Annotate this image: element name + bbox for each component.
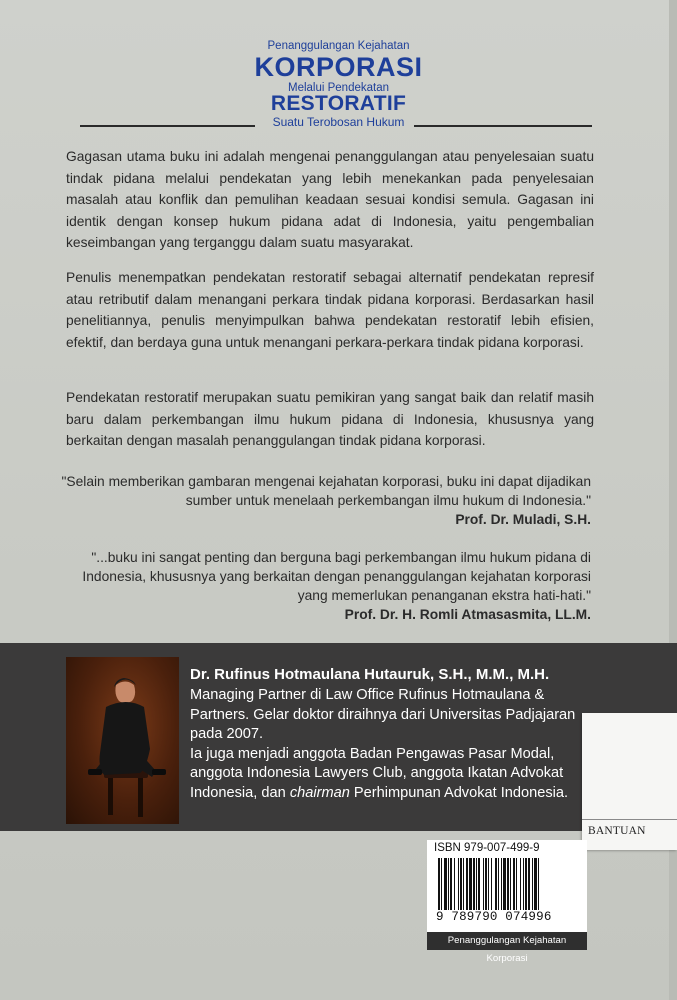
barcode-bar — [441, 858, 442, 910]
library-sticker — [582, 713, 677, 850]
quote-2-text: "...buku ini sangat penting dan berguna bagi perkembangan ilmu hukum pidana di Indonesia, khususnya yang berkaitan dengan penanggulangan kejahatan korporasi yang memerlukan penanganan ekstra hati-hati." — [82, 550, 591, 603]
quote-1 — [61, 472, 591, 529]
header-rule-left — [80, 125, 255, 127]
paragraph-3: Pendekatan restoratif merupakan suatu pemikiran yang sangat baik dan relatif masih baru dalam perkembangan ilmu hukum pidana di Indonesia, khususnya yang berkaitan dengan masalah penanggulangan tindak pidana korporasi. — [66, 390, 594, 449]
header-rule-right — [414, 125, 592, 127]
title-restoratif: RESTORATIF — [270, 92, 407, 115]
barcode-bar — [476, 858, 477, 910]
barcode-bar — [450, 858, 452, 910]
quote-2 — [61, 548, 591, 624]
quote-2-author: Prof. Dr. H. Romli Atmasasmita, LL.M. — [344, 607, 591, 622]
barcode-bar — [488, 858, 489, 910]
barcode-bar — [466, 858, 468, 910]
barcode-bar — [495, 858, 497, 910]
barcode-bar — [498, 858, 499, 910]
author-bio-1: Managing Partner di Law Office Rufinus Hotmaulana & Partners. Gelar doktor diraihnya dari Universitas Padjajaran pada 2007. — [190, 687, 576, 742]
barcode-bar — [534, 858, 537, 910]
quote-1-author: Prof. Dr. Muladi, S.H. — [455, 512, 591, 527]
author-bio-2 — [190, 745, 600, 804]
barcode-bar — [516, 858, 517, 910]
barcode-bar — [444, 858, 447, 910]
isbn-label: ISBN 979-007-499-9 — [434, 842, 540, 854]
author-portrait-image — [66, 657, 179, 824]
barcode-bar — [528, 858, 530, 910]
barcode-bar — [454, 858, 455, 910]
barcode-bar — [513, 858, 515, 910]
paragraph-1: Gagasan utama buku ini adalah mengenai penanggulangan atau penyelesaian suatu tindak pidana melalui pendekatan yang lebih menekankan pada penyelesaian masalah atau konflik dan pemulihan keadaan sesuai kondisi semula. Gagasan ini identik dengan konsep hukum pidana adat di Indonesia, yaitu pengembalian keseimbangan yang terganggu dalam suatu masyarakat. — [66, 149, 594, 251]
paragraph-2: Penulis menempatkan pendekatan restoratif sebagai alternatif pendekatan represif atau retributif dalam menangani perkara tindak pidana korporasi. Berdasarkan hasil penelitiannya, penulis menyimpulkan bahwa pendekatan restoratif lebih efisien, efektif, dan berdaya guna untuk menangani perkara-perkara tindak pidana korporasi. — [66, 270, 594, 350]
barcode-bar — [510, 858, 511, 910]
barcode-bars — [438, 858, 578, 910]
barcode-bar — [469, 858, 472, 910]
barcode-bar — [501, 858, 502, 910]
sticker-label: BANTUAN — [588, 825, 646, 837]
barcode-bar — [538, 858, 539, 910]
title-subtitle: Suatu Terobosan Hukum — [272, 115, 405, 129]
barcode-bar — [523, 858, 524, 910]
barcode-bar — [473, 858, 475, 910]
title-line-1: Penanggulangan Kejahatan — [267, 40, 410, 52]
author-name: Dr. Rufinus Hotmaulana Hutauruk, S.H., M.M., M.H. — [190, 666, 550, 683]
barcode-bar — [463, 858, 464, 910]
barcode-bar — [525, 858, 527, 910]
barcode-bar — [478, 858, 480, 910]
barcode-bar — [448, 858, 449, 910]
barcode-bar — [532, 858, 533, 910]
title-line-3: Melalui Pendekatan — [287, 82, 389, 94]
cover-edge — [669, 0, 677, 1000]
title-korporasi: KORPORASI — [254, 52, 423, 82]
barcode-bar — [458, 858, 459, 910]
sticker-line — [582, 819, 677, 820]
barcode-bar — [503, 858, 506, 910]
barcode-title: Penanggulangan Kejahatan Korporasi — [427, 932, 587, 950]
author-bio-2b: Perhimpunan Advokat Indonesia. — [349, 784, 569, 801]
quote-1-text: "Selain memberikan gambaran mengenai kejahatan korporasi, buku ini dapat dijadikan sumber untuk menelaah perkembangan ilmu hukum di Indonesia." — [61, 474, 591, 508]
author-bio-2-em: chairman — [289, 784, 350, 801]
author-photo — [66, 657, 179, 824]
barcode-bar — [520, 858, 521, 910]
barcode-bar — [491, 858, 492, 910]
barcode-bar — [507, 858, 509, 910]
author-bio — [190, 686, 600, 803]
barcode-bar — [460, 858, 462, 910]
barcode-bar — [485, 858, 487, 910]
author-bio-2a: Ia juga menjadi anggota Badan Pengawas Pasar Modal, anggota Indonesia Lawyers Club, anggota Ikatan Advokat Indonesia, dan — [190, 745, 564, 801]
barcode-bar — [438, 858, 440, 910]
barcode-bar — [483, 858, 484, 910]
barcode-digits: 9 789790 074996 — [436, 910, 552, 924]
